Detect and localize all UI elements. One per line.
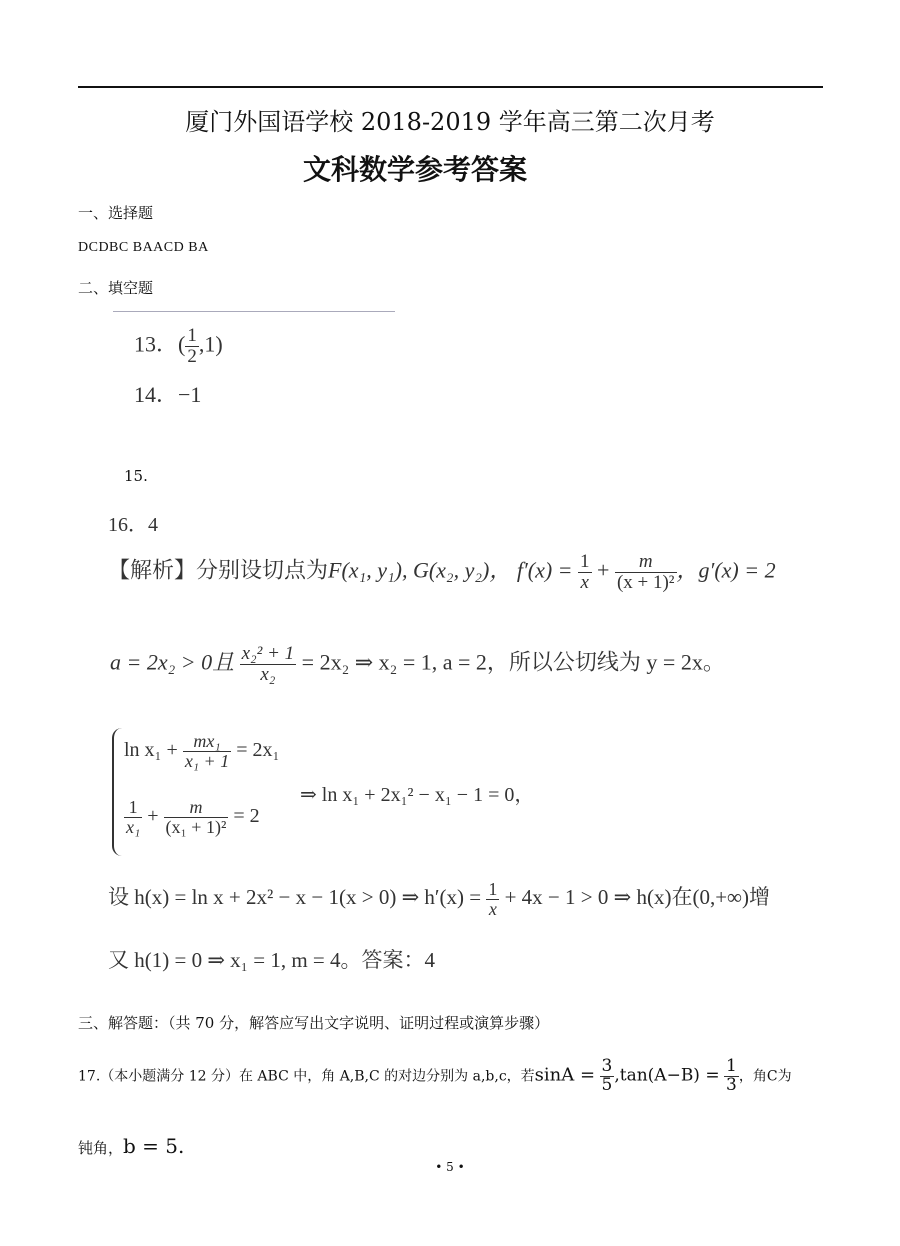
- header-rule: [78, 86, 823, 88]
- system-eq-2: $\frac{1}{\text{x₁}}$ + $\frac{m}{\text{(x₁ + 1)²}}$ = 2: [126, 797, 260, 837]
- question-17-line-2: 钝角，b = 5.: [78, 1134, 185, 1158]
- section-heading-choice: 一、选择题: [78, 204, 154, 222]
- divider: [113, 311, 395, 312]
- answer-13: 13．( $\frac{1}{2}$ ,1): [134, 325, 223, 367]
- analysis-line-1: 【解析】分别设切点为F(x₁, y₁), G(x₂, y₂)， f′(x) = $\frac{1}{x}$ + $\frac{m}{\text{(x + 1)²}}$ ，g′(x) = 2: [108, 551, 776, 593]
- section-heading-solve: 三、解答题：（共 70 分，解答应写出文字说明、证明过程或演算步骤）: [78, 1014, 550, 1032]
- final-answer-line: 又 h(1) = 0 ⇒ x₁ = 1, m = 4。答案：4: [108, 948, 436, 972]
- question-17: 17.（本小题满分 12 分）在 ABC 中，角 A,B,C 的对边分别为 a,b,c，若sinA = $\frac{3}{5}$ ,tan(A−B) = $\frac{1}{3}$ ，角C为: [78, 1056, 792, 1095]
- page-title: 厦门外国语学校 2018-2019 学年高三第二次月考: [185, 108, 715, 136]
- answer-16: 16．4: [108, 514, 158, 536]
- analysis-line-2: a = 2x₂ > 0且 $\frac{\text{x₂² + 1}}{\text{x₂}}$ = 2x₂ ⇒ x₂ = 1, a = 2，所以公切线为 y = 2x。: [110, 643, 725, 685]
- section-heading-fill: 二、填空题: [78, 279, 154, 297]
- system-result: ⇒ ln x₁ + 2x₁² − x₁ − 1 = 0，: [300, 784, 535, 806]
- page-subtitle: 文科数学参考答案: [302, 153, 527, 186]
- answer-14: 14．−1: [134, 382, 202, 407]
- answer-15: 15.: [124, 467, 148, 485]
- system-eq-1: ln x₁ + $\frac{\text{mx₁}}{\text{x₁ + 1}}$ = 2x₁: [124, 731, 280, 771]
- h-line: 设 h(x) = ln x + 2x² − x − 1(x > 0) ⇒ h′(x) = $\frac{1}{x}$ + 4x − 1 > 0 ⇒ h(x)在(0,+∞)增: [108, 879, 771, 919]
- choice-answers: DCDBC BAACD BA: [78, 240, 209, 255]
- page-number: • 5 •: [435, 1160, 465, 1174]
